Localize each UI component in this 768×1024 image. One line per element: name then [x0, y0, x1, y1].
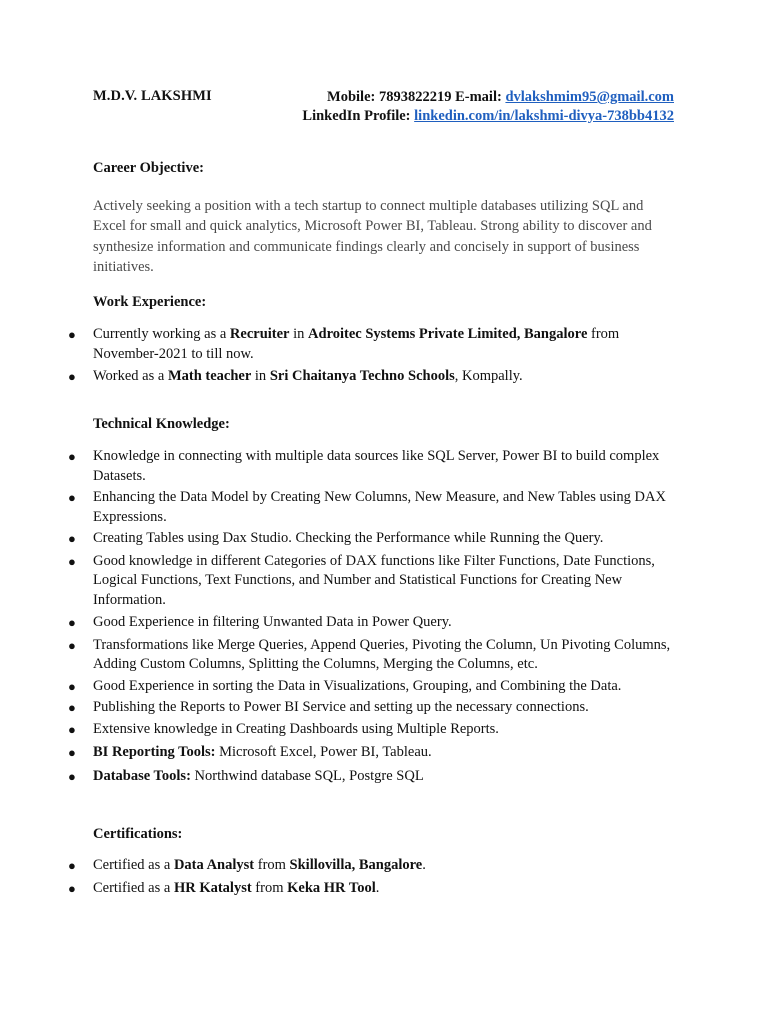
linkedin-link[interactable]: linkedin.com/in/lakshmi-divya-738bb4132: [414, 107, 674, 124]
email-label: E-mail:: [455, 89, 502, 105]
list-item-text: [93, 721, 499, 737]
list-item-text: [93, 857, 426, 873]
list-item-text: [93, 880, 379, 896]
list-item: [0, 367, 660, 387]
text-run: Currently working as a: [93, 326, 230, 342]
text-run: Good Experience in filtering Unwanted Data in Power Query.: [93, 614, 452, 630]
technical-knowledge-list: [0, 447, 680, 786]
text-run: , Kompally.: [454, 368, 523, 384]
text-run: from: [251, 879, 288, 896]
text-run: from November-2021 to till now.: [93, 326, 620, 362]
list-item: [0, 677, 680, 697]
bold-run: Recruiter: [229, 326, 290, 342]
certifications-list: [0, 856, 680, 898]
contact-line-1: [302, 88, 674, 107]
bullet-icon: ●: [68, 678, 76, 694]
text-run: from: [254, 857, 290, 873]
bullet-icon: ●: [68, 721, 76, 737]
bullet-icon: ●: [68, 858, 76, 873]
list-item: [0, 488, 680, 527]
list-item-text: [93, 489, 666, 525]
list-item-text: [93, 553, 655, 608]
bold-run: Adroitec Systems Private Limited, Bangalore: [308, 326, 588, 342]
list-item: [0, 613, 680, 633]
list-item-text: [93, 368, 523, 384]
list-item-text: [93, 530, 603, 546]
bold-run: Sri Chaitanya Techno Schools: [269, 368, 455, 384]
bold-run: BI Reporting Tools:: [93, 744, 216, 760]
text-run: Good Experience in sorting the Data in Visualizations, Grouping, and Combining the Data.: [93, 677, 622, 694]
text-run: Certified as a: [93, 879, 174, 896]
work-experience-list: [0, 325, 660, 387]
list-item: [0, 529, 680, 549]
list-item: [0, 636, 680, 675]
text-run: Transformations like Merge Queries, Append Queries, Pivoting the Column, Un Pivoting Columns, Adding Custom Columns, Splitting the Columns, Merging the Columns, etc.: [93, 636, 671, 672]
text-run: Microsoft Excel, Power BI, Tableau.: [215, 744, 432, 760]
list-item: [0, 879, 680, 899]
text-run: .: [422, 857, 426, 873]
email-link[interactable]: dvlakshmim95@gmail.com: [505, 89, 674, 105]
career-objective-text: Actively seeking a position with a tech startup to connect multiple databases utilizing SQL and Excel for small and quick analytics, Microsoft Power BI, Tableau. Strong ability to discover and synthesize information and communicate findings clearly and concisely in support of business initiatives.: [93, 198, 652, 275]
text-run: Publishing the Reports to Power BI Service and setting up the necessary connections.: [93, 699, 589, 715]
list-item-text: [93, 448, 659, 484]
linkedin-label: LinkedIn Profile:: [302, 107, 411, 124]
text-run: Creating Tables using Dax Studio. Checking the Performance while Running the Query.: [93, 530, 604, 546]
bold-run: Database Tools:: [93, 767, 191, 784]
bullet-icon: ●: [68, 327, 76, 342]
text-run: in: [251, 368, 270, 384]
bullet-icon: ●: [68, 449, 76, 464]
bullet-icon: ●: [68, 615, 76, 630]
text-run: Good knowledge in different Categories of DAX functions like Filter Functions, Date Functions, Logical Functions, Text Functions, and Number and Statistical Functions for Creating New Information.: [93, 552, 655, 608]
contact-block: [302, 88, 674, 125]
list-item-text: [93, 678, 621, 694]
bullet-icon: ●: [68, 369, 76, 384]
technical-knowledge-heading: Technical Knowledge:: [93, 416, 230, 432]
list-item: [0, 720, 680, 740]
text-run: Worked as a: [93, 368, 168, 384]
bullet-icon: ●: [68, 490, 76, 505]
text-run: .: [375, 879, 380, 896]
bullet-icon: ●: [68, 553, 76, 569]
bold-run: Keka HR Tool: [287, 879, 376, 896]
bullet-icon: ●: [68, 745, 76, 760]
text-run: in: [289, 326, 309, 342]
career-objective-heading: Career Objective:: [93, 160, 204, 176]
text-run: Extensive knowledge in Creating Dashboards using Multiple Reports.: [93, 720, 499, 737]
list-item-text: [93, 614, 452, 630]
bold-run: Skillovilla, Bangalore: [289, 857, 423, 873]
bullet-icon: ●: [68, 880, 76, 896]
mobile-number: 7893822219: [378, 89, 452, 105]
list-item: [0, 447, 680, 486]
mobile-label: Mobile:: [327, 89, 376, 105]
bullet-icon: ●: [68, 768, 76, 784]
candidate-name: M.D.V. LAKSHMI: [93, 88, 212, 104]
list-item-text: [93, 744, 432, 760]
bullet-icon: ●: [68, 531, 76, 546]
bold-run: Math teacher: [167, 368, 252, 384]
list-item: [0, 767, 680, 787]
list-item: [0, 325, 660, 364]
bold-run: Data Analyst: [173, 857, 255, 873]
list-item-text: [93, 326, 619, 362]
list-item: [0, 743, 680, 763]
text-run: Northwind database SQL, Postgre SQL: [190, 767, 424, 784]
certifications-heading: Certifications:: [93, 826, 183, 842]
list-item-text: [93, 637, 670, 673]
list-item: [0, 698, 680, 718]
bullet-icon: ●: [68, 637, 76, 653]
bullet-icon: ●: [68, 700, 76, 715]
list-item: [0, 856, 680, 876]
list-item-text: [93, 768, 424, 784]
text-run: Knowledge in connecting with multiple data sources like SQL Server, Power BI to build complex Datasets.: [93, 448, 660, 484]
text-run: Certified as a: [93, 857, 174, 873]
list-item: [0, 552, 680, 611]
list-item-text: [93, 699, 589, 715]
contact-line-2: [302, 107, 674, 126]
text-run: Enhancing the Data Model by Creating New Columns, New Measure, and New Tables using DAX Expressions.: [93, 489, 666, 525]
bold-run: HR Katalyst: [173, 879, 252, 896]
work-experience-heading: Work Experience:: [93, 294, 207, 310]
